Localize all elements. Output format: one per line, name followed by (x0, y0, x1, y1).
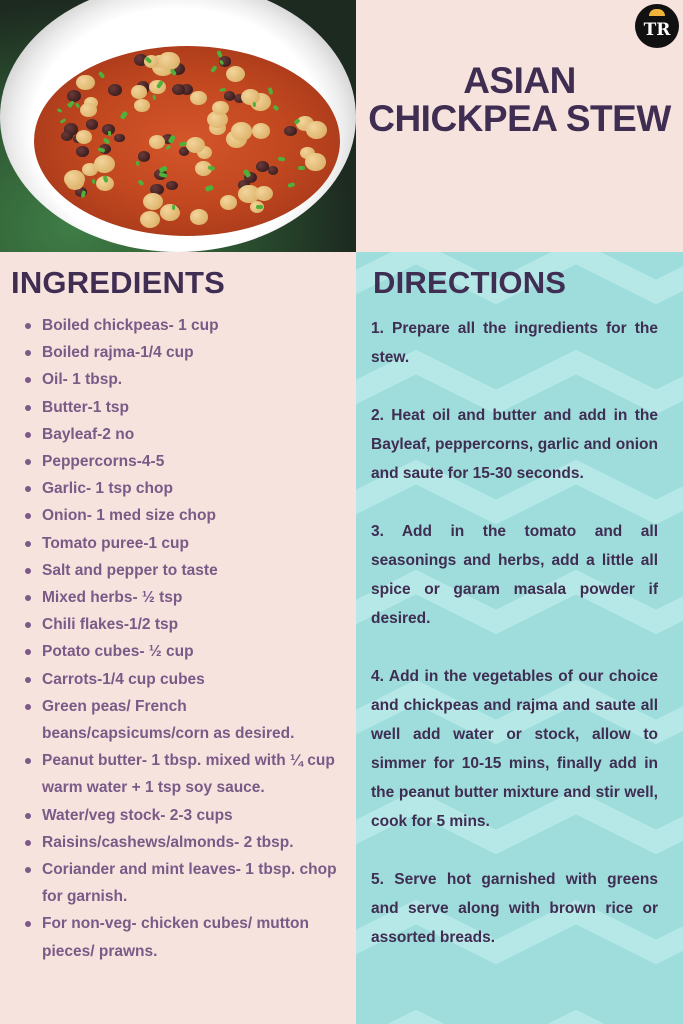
chickpea-shape (305, 153, 325, 170)
herb-shape (60, 118, 67, 124)
chickpea-shape (212, 101, 229, 115)
bean-shape (114, 134, 124, 143)
recipe-title (356, 62, 683, 138)
list-item: Tomato puree-1 cup (22, 530, 342, 557)
herb-shape (136, 160, 140, 166)
stew-photo (0, 0, 356, 252)
herb-shape (210, 65, 218, 73)
chickpea-shape (94, 155, 115, 173)
ingredients-list (22, 312, 342, 965)
herb-shape (253, 102, 256, 107)
list-item: Raisins/cashews/almonds- 2 tbsp. (22, 829, 342, 856)
bean-shape (76, 146, 88, 157)
direction-step: 5. Serve hot garnished with greens and serve along with brown rice or assorted breads. (371, 871, 658, 946)
list-item: Chili flakes-1/2 tsp (22, 611, 342, 638)
list-item: Butter-1 tsp (22, 394, 342, 421)
list-item: Bayleaf-2 no (22, 421, 342, 448)
title-panel (356, 0, 683, 252)
chickpea-shape (140, 211, 160, 228)
logo-text: TR (643, 20, 671, 40)
chickpea-shape (186, 137, 205, 153)
herb-shape (277, 157, 284, 162)
bean-shape (108, 84, 122, 96)
direction-step: 4. Add in the vegetables of our choice and chickpeas and rajma and saute all well add water or stock, allow to simmer for 10-15 mins, finally add in the peanut butter mixture and stir well, cook for 5 mins. (371, 668, 658, 830)
list-item: Mixed herbs- ½ tsp (22, 584, 342, 611)
directions-section (356, 252, 683, 1024)
bean-shape (166, 181, 178, 191)
bean-shape (138, 151, 150, 161)
list-item: Coriander and mint leaves- 1 tbsp. chop for garnish. (22, 856, 342, 910)
list-item: Onion- 1 med size chop (22, 502, 342, 529)
directions-steps (371, 314, 658, 981)
list-item: Peanut butter- 1 tbsp. mixed with ¼ cup warm water + 1 tsp soy sauce. (22, 747, 342, 801)
ingredients-heading: INGREDIENTS (11, 265, 226, 300)
title-line-1: ASIAN (463, 60, 576, 101)
bean-shape (67, 90, 81, 102)
list-item: Boiled rajma-1/4 cup (22, 339, 342, 366)
bean-shape (268, 166, 278, 175)
direction-step: 2. Heat oil and butter and add in the Bayleaf, peppercorns, garlic and onion and saute for 15-30 seconds. (371, 407, 658, 482)
title-line-2: CHICKPEA STEW (368, 98, 671, 139)
herb-shape (138, 179, 145, 186)
direction-step: 1. Prepare all the ingredients for the stew. (371, 320, 658, 366)
list-item: Garlic- 1 tsp chop (22, 475, 342, 502)
sun-icon (649, 9, 665, 16)
chickpea-shape (76, 75, 94, 90)
chickpea-shape (231, 122, 253, 140)
chickpea-shape (158, 52, 179, 70)
bean-shape (61, 131, 73, 141)
herb-shape (172, 205, 175, 210)
chickpea-shape (134, 99, 149, 112)
herb-shape (205, 184, 214, 191)
herb-shape (119, 110, 127, 119)
herb-shape (268, 87, 274, 95)
chickpea-shape (131, 85, 147, 99)
herb-shape (287, 182, 295, 188)
chickpea-shape (306, 121, 327, 139)
herb-shape (165, 145, 171, 150)
chickpea-shape (160, 204, 180, 221)
chickpea-shape (76, 130, 92, 144)
bean-shape (86, 119, 99, 130)
chickpea-shape (220, 195, 238, 210)
chickpea-shape (190, 209, 208, 224)
stew-image (34, 46, 340, 236)
chickpea-shape (80, 103, 97, 118)
direction-step: 3. Add in the tomato and all seasonings and herbs, add a little all spice or garam masala powder if desired. (371, 523, 658, 627)
chickpea-shape (226, 66, 245, 83)
list-item: Carrots-1/4 cup cubes (22, 666, 342, 693)
list-item: Salt and pepper to taste (22, 557, 342, 584)
herb-shape (75, 103, 80, 109)
chickpea-shape (255, 186, 273, 201)
herb-shape (272, 104, 279, 111)
bean-shape (284, 126, 296, 136)
bean-shape (172, 84, 185, 95)
list-item: Boiled chickpeas- 1 cup (22, 312, 342, 339)
list-item: Oil- 1 tbsp. (22, 366, 342, 393)
list-item: Green peas/ French beans/capsicums/corn as desired. (22, 693, 342, 747)
list-item: Potato cubes- ½ cup (22, 638, 342, 665)
herb-shape (108, 131, 111, 136)
list-item: Water/veg stock- 2-3 cups (22, 802, 342, 829)
list-item: For non-veg- chicken cubes/ mutton pieces/ prawns. (22, 910, 342, 964)
chickpea-shape (241, 89, 260, 105)
herb-shape (152, 95, 156, 100)
herb-shape (98, 71, 106, 79)
chickpea-shape (252, 123, 270, 139)
herb-shape (298, 166, 305, 171)
directions-heading: DIRECTIONS (373, 265, 567, 300)
herb-shape (57, 108, 63, 113)
brand-logo[interactable] (635, 4, 679, 48)
chickpea-shape (149, 135, 166, 149)
ingredients-section (0, 252, 356, 1024)
chickpea-shape (190, 91, 207, 105)
list-item: Peppercorns-4-5 (22, 448, 342, 475)
